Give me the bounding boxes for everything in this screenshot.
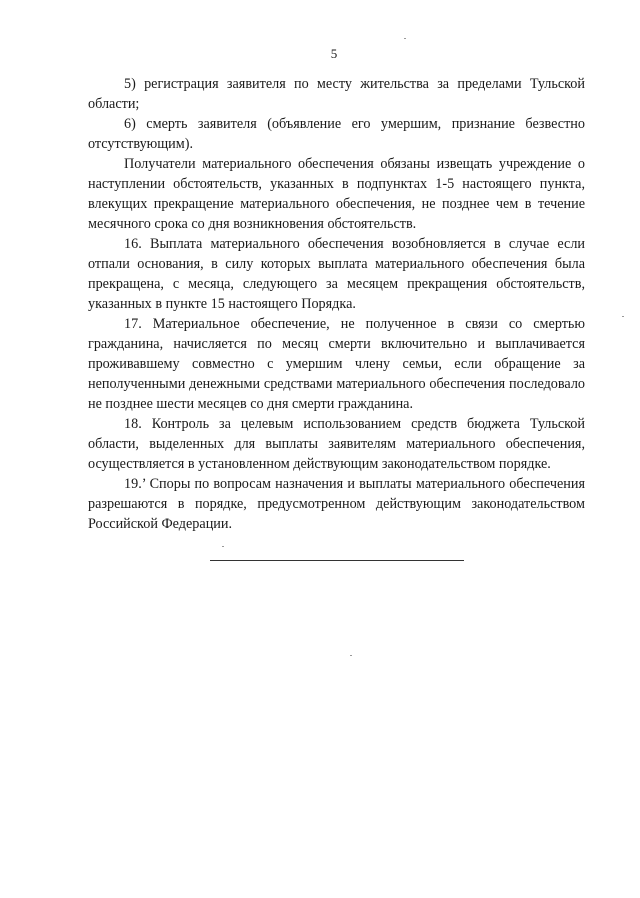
paragraph-clause-18: 18. Контроль за целевым использованием средств бюджета Тульской области, выделенных для выплаты заявителям материального обеспечения, осуществляется в установленном действующим законодательством порядке. bbox=[88, 416, 585, 472]
paragraph-clause-19: 19.’ Споры по вопросам назначения и выплаты материального обеспечения разрешаются в порядке, предусмотренном действующим законодательством Российской Федерации. bbox=[88, 476, 585, 532]
paragraph-item-6: 6) смерть заявителя (объявление его умершим, признание безвестно отсутствующим). bbox=[88, 116, 585, 152]
end-of-document-divider bbox=[210, 560, 464, 561]
scan-speck bbox=[622, 316, 624, 317]
paragraph-item-5: 5) регистрация заявителя по месту жительства за пределами Тульской области; bbox=[88, 76, 585, 112]
scan-speck bbox=[222, 546, 224, 547]
paragraph-clause-16: 16. Выплата материального обеспечения возобновляется в случае если отпали основания, в силу которых выплата материального обеспечения была прекращена, с месяца, следующего за месяцем прекращения обстоятельств, указанных в пункте 15 настоящего Порядка. bbox=[88, 236, 585, 312]
scan-speck bbox=[350, 655, 352, 656]
paragraph-notification-duty: Получатели материального обеспечения обязаны извещать учреждение о наступлении обстоятельств, указанных в подпунктах 1-5 настоящего пункта, влекущих прекращение материального обеспечения, не позднее чем в течение месячного срока со дня возникновения обстоятельств. bbox=[88, 156, 585, 232]
scan-speck bbox=[404, 38, 406, 39]
paragraph-clause-17: 17. Материальное обеспечение, не полученное в связи со смертью гражданина, начисляется по месяц смерти включительно и выплачивается проживавшему совместно с умершим члену семьи, если обращение за неполученными денежными средствами материального обеспечения последовало не позднее шести месяцев со дня смерти гражданина. bbox=[88, 316, 585, 412]
page-number: 5 bbox=[330, 46, 338, 61]
document-body bbox=[88, 74, 585, 534]
